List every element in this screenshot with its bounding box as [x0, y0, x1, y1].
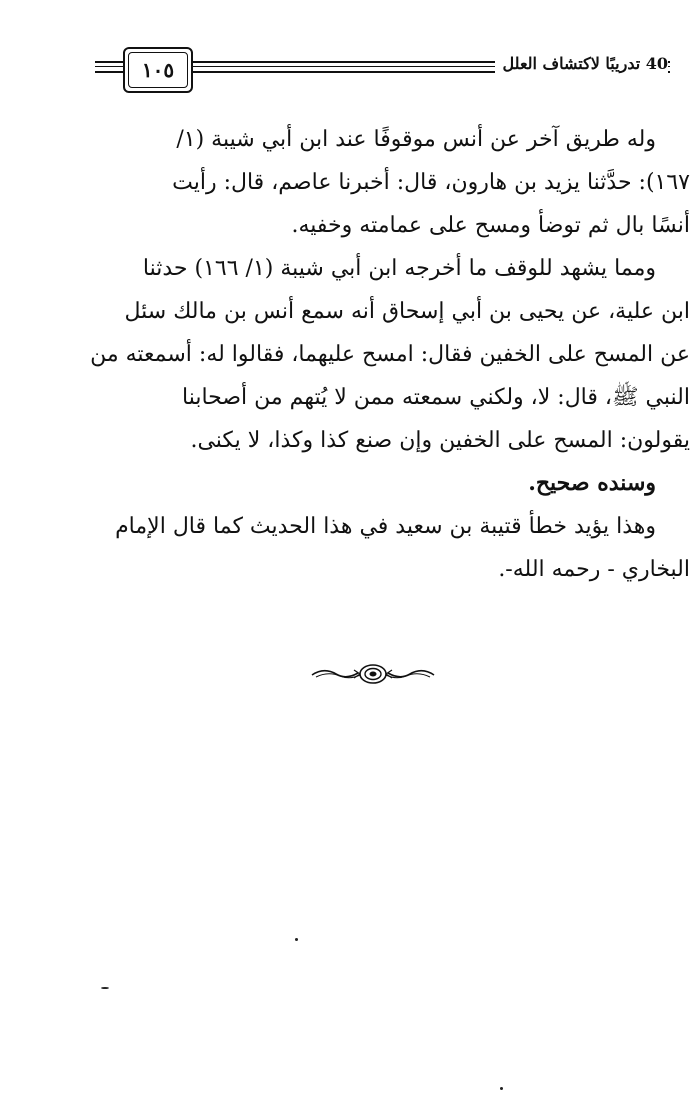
text-line: ابن علية، عن يحيى بن أبي إسحاق أنه سمع أنس بن مالك سئل: [124, 299, 690, 324]
paragraph-4: [95, 505, 690, 591]
text-line: وله طريق آخر عن أنس موقوفًا عند ابن أبي شيبة (١/: [176, 127, 656, 152]
speck: [500, 1087, 503, 1090]
text-line: البخاري - رحمه الله-.: [498, 557, 690, 582]
text-line: النبي ﷺ، قال: لا، ولكني سمعته ممن لا يُتهم من أصحابنا: [182, 385, 690, 410]
speck: [101, 987, 109, 989]
text-line: وهذا يؤيد خطأ قتيبة بن سعيد في هذا الحديث كما قال الإمام: [115, 514, 656, 539]
header-rule: [95, 71, 125, 73]
page-header: [95, 44, 670, 100]
text-line: ومما يشهد للوقف ما أخرجه ابن أبي شيبة (١/ ١٦٦) حدثنا: [142, 256, 656, 281]
speck: [295, 938, 298, 941]
text-line: يقولون: المسح على الخفين وإن صنع كذا وكذا، لا يكنى.: [190, 428, 690, 453]
text-line: ١٦٧): حدَّثنا يزيد بن هارون، قال: أخبرنا عاصم، قال: رأيت: [172, 170, 690, 195]
text-line: عن المسح على الخفين فقال: امسح عليهما، فقالوا له: أسمعته من: [90, 342, 690, 367]
header-rule: [95, 66, 125, 67]
paragraph-2: [90, 247, 690, 462]
header-rule: [95, 61, 125, 63]
paragraph-3: [95, 462, 690, 505]
book-title: 40 تدريبًا لاكتشاف العلل: [495, 54, 668, 73]
text-line: أنسًا بال ثم توضأ ومسح على عمامته وخفيه.: [291, 213, 690, 238]
section-end-ornament-icon: [310, 662, 436, 686]
page-body: [90, 118, 690, 591]
text-line: وسنده صحيح.: [528, 470, 656, 496]
paragraph-1: [95, 118, 690, 247]
page-number: ١٠٥: [123, 47, 193, 93]
